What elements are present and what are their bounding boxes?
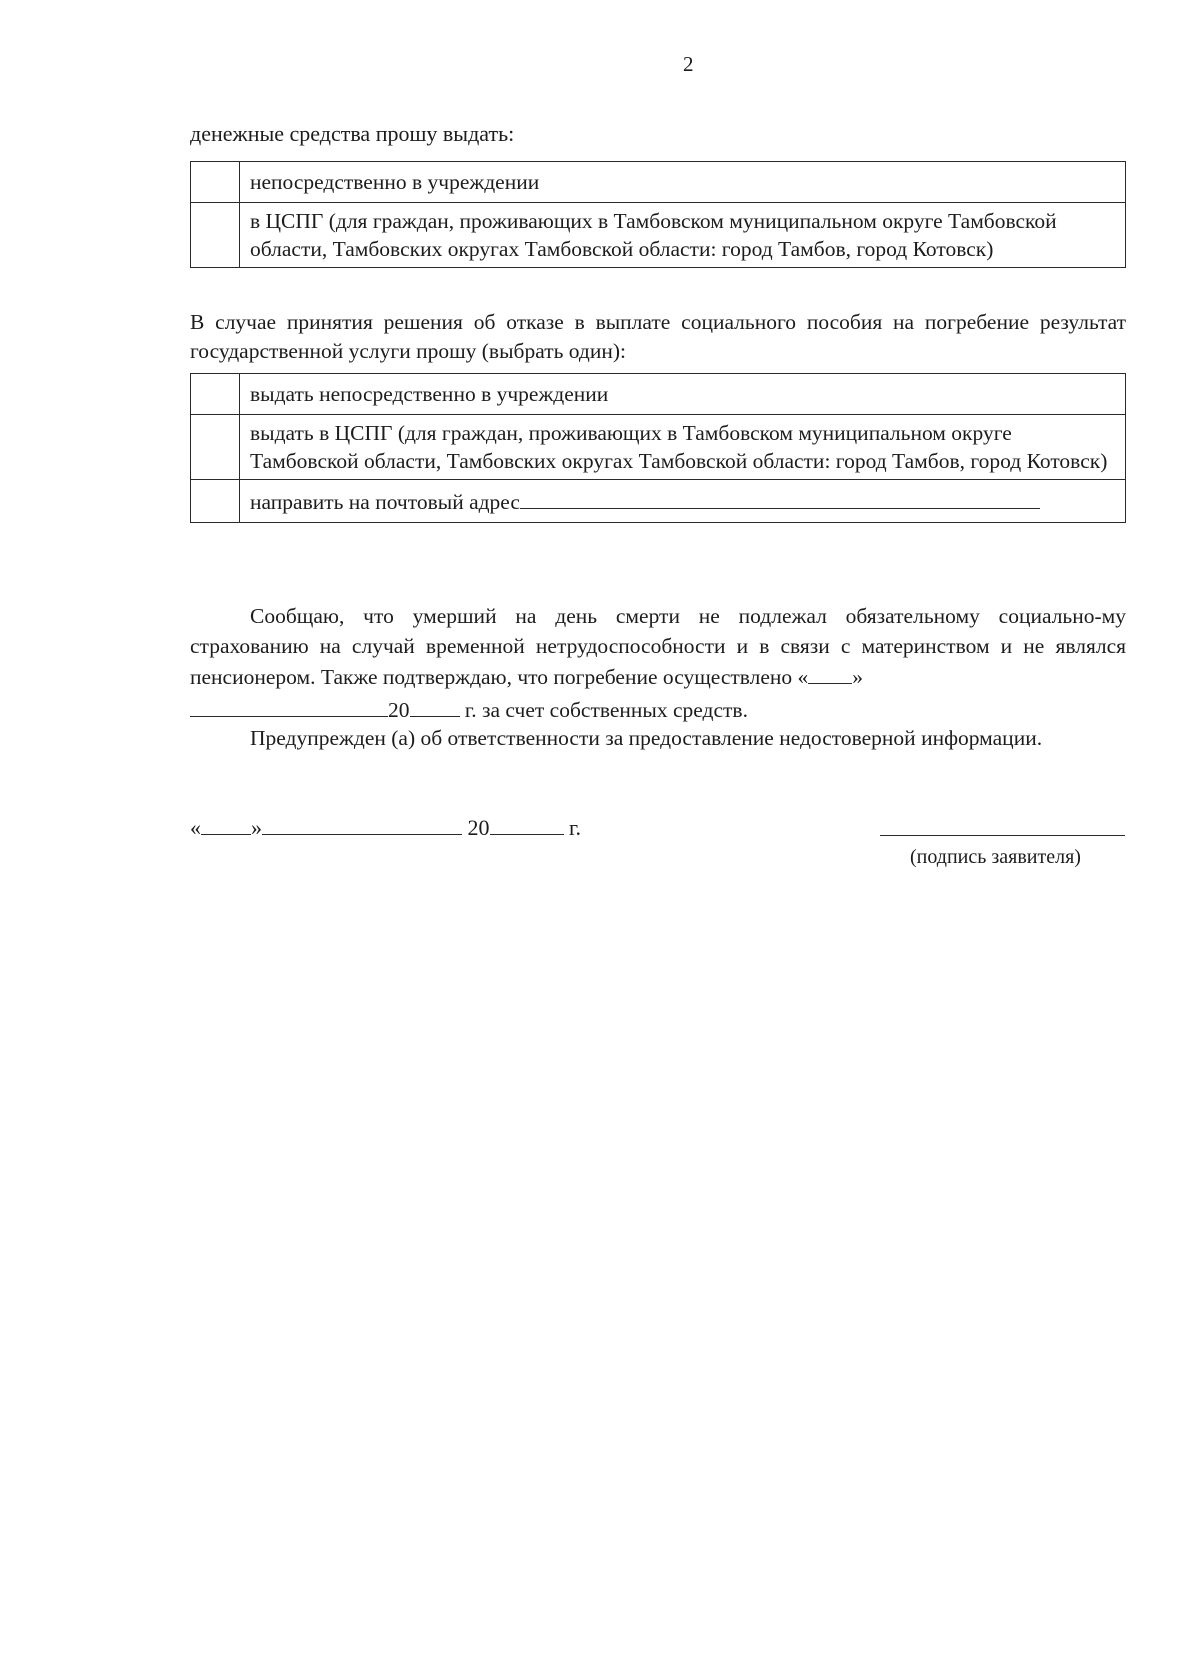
date-year-prefix: 20 [467,815,490,840]
date-day-field[interactable] [201,812,251,835]
payment-option-label: непосредственно в учреждении [240,162,1126,203]
burial-day-field[interactable] [808,661,852,684]
warning-paragraph: Предупрежден (а) об ответственности за предоставление недостоверной информации. [250,726,1043,750]
signature-caption: (подпись заявителя) [910,846,1081,868]
refusal-option-row [191,415,1126,480]
burial-year-field[interactable] [410,694,460,717]
page-number-text: 2 [683,52,694,76]
refusal-option-checkbox[interactable] [191,415,240,480]
refusal-intro: В случае принятия решения об отказе в выплате социального пособия на погребение результат государственной услуги прошу (выбрать один): [190,310,1126,363]
burial-month-field[interactable] [190,694,388,717]
statement-year-prefix: 20 [388,698,410,722]
payment-intro: денежные средства прошу выдать: [190,121,515,146]
statement-text: Сообщаю, что умерший на день смерти не подлежал обязательному социально-му страхованию на случай временной нетрудоспособности и в связи с материнством и не являлся пенсионером. Также подтверждаю, что погребение осуществлено « [190,604,1126,689]
refusal-option-cell [240,480,1126,523]
refusal-option-row [191,374,1126,415]
date-year-suffix: г. [563,815,582,840]
date-open-quote: « [190,815,201,840]
statement-close-quote: » [852,665,864,689]
payment-option-row [191,203,1126,268]
payment-option-label: в ЦСПГ (для граждан, проживающих в Тамбовском муниципальном округе Тамбовской области, Тамбовских округах Тамбовской области: город Тамбов, город Котовск) [240,203,1126,268]
refusal-option-checkbox[interactable] [191,480,240,523]
date-close-quote: » [251,815,262,840]
refusal-option-label: выдать непосредственно в учреждении [240,374,1126,415]
payment-option-checkbox[interactable] [191,203,240,268]
date-month-field[interactable] [262,812,462,835]
payment-option-row [191,162,1126,203]
statement-text-end: г. за счет собственных средств. [459,698,748,722]
refusal-option-label: выдать в ЦСПГ (для граждан, проживающих в Тамбовском муниципальном округе Тамбовской области, Тамбовских округах Тамбовской области: город Тамбов, город Котовск) [240,415,1126,480]
signature-field[interactable] [880,835,1125,836]
statement-date-line [190,694,748,724]
payment-options-table [190,161,1126,268]
statement-paragraph [190,601,1126,692]
refusal-option-row [191,480,1126,523]
postal-address-field[interactable] [520,486,1040,509]
date-year-field[interactable] [490,812,564,835]
refusal-option-label: направить на почтовый адрес [250,490,520,514]
refusal-options-table [190,373,1126,523]
refusal-option-checkbox[interactable] [191,374,240,415]
payment-option-checkbox[interactable] [191,162,240,203]
application-date [190,812,581,841]
